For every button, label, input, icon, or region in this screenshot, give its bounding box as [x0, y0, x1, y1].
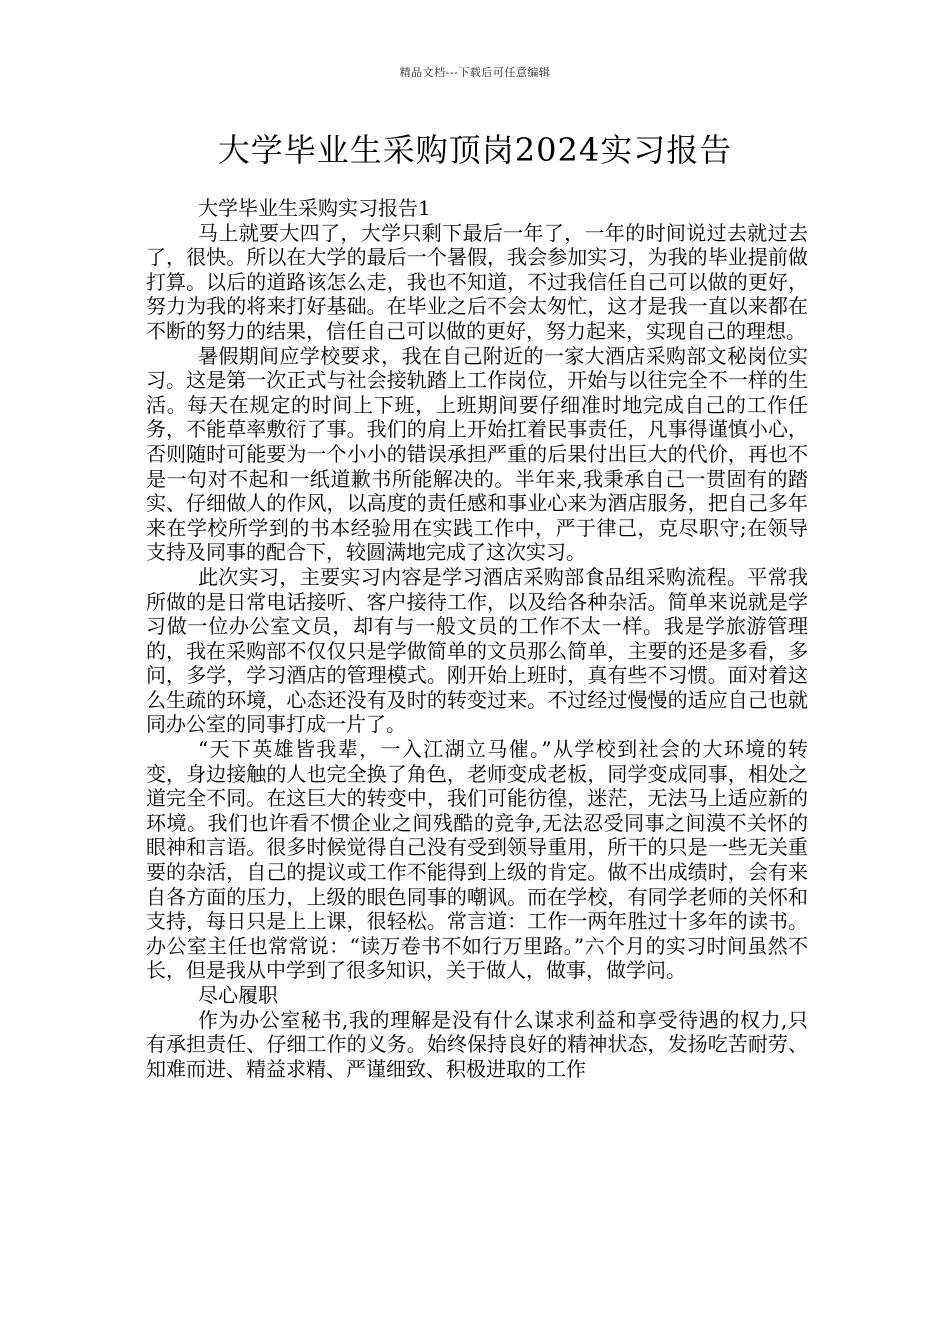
document-body [146, 196, 808, 1081]
paragraph: 作为办公室秘书,我的理解是没有什么谋求利益和享受待遇的权力,只有承担责任、仔细工作的义务。始终保持良好的精神状态，发扬吃苦耐劳、知难而进、精益求精、严谨细致、积极进取的工作 [146, 1007, 808, 1081]
section-heading: 尽心履职 [198, 983, 278, 1007]
report-subtitle: 大学毕业生采购实习报告1 [198, 196, 431, 220]
paragraph: 此次实习，主要实习内容是学习酒店采购部食品组采购流程。平常我所做的是日常电话接听、客户接待工作，以及给各种杂活。简单来说就是学习做一位办公室文员，却有与一般文员的工作不太一样。我是学旅游管理的，我在采购部不仅仅只是学做简单的文员那么简单，主要的还是多看，多问，多学，学习酒店的管理模式。刚开始上班时，真有些不习惯。面对着这么生疏的环境，心态还没有及时的转变过来。不过经过慢慢的适应自己也就同办公室的同事打成一片了。 [146, 564, 808, 737]
paragraph: 暑假期间应学校要求，我在自己附近的一家大酒店采购部文秘岗位实习。这是第一次正式与社会接轨踏上工作岗位，开始与以往完全不一样的生活。每天在规定的时间上下班，上班期间要仔细准时地完成自己的工作任务，不能草率敷衍了事。我们的肩上开始扛着民事责任，凡事得谨慎小心，否则随时可能要为一个小小的错误承担严重的后果付出巨大的代价，再也不是一句对不起和一纸道歉书所能解决的。半年来,我秉承自己一贯固有的踏实、仔细做人的作风，以高度的责任感和事业心来为酒店服务，把自己多年来在学校所学到的书本经验用在实践工作中，严于律己，克尽职守;在领导支持及同事的配合下，较圆满地完成了这次实习。 [146, 343, 808, 565]
paragraph: 马上就要大四了，大学只剩下最后一年了，一年的时间说过去就过去了，很快。所以在大学的最后一个暑假，我会参加实习，为我的毕业提前做打算。以后的道路该怎么走，我也不知道，不过我信任自己可以做的更好，努力为我的将来打好基础。在毕业之后不会太匆忙，这才是我一直以来都在不断的努力的结果，信任自己可以做的更好，努力起来，实现自己的理想。 [146, 220, 808, 343]
header-note: 精品文档---下载后可任意编辑 [399, 66, 551, 79]
document-title: 大学毕业生采购顶岗2024实习报告 [217, 131, 733, 169]
paragraph: “天下英雄皆我辈，一入江湖立马催。”从学校到社会的大环境的转变，身边接触的人也完全换了角色，老师变成老板，同学变成同事，相处之道完全不同。在这巨大的转变中，我们可能彷徨，迷茫，无法马上适应新的环境。我们也许看不惯企业之间残酷的竞争,无法忍受同事之间漠不关怀的眼神和言语。很多时候觉得自己没有受到领导重用，所干的只是一些无关重要的杂活，自己的提议或工作不能得到上级的肯定。做不出成绩时，会有来自各方面的压力，上级的眼色同事的嘲讽。而在学校，有同学老师的关怀和支持，每日只是上上课，很轻松。常言道：工作一两年胜过十多年的读书。办公室主任也常常说：“读万卷书不如行万里路。”六个月的实习时间虽然不长，但是我从中学到了很多知识，关于做人，做事，做学问。 [146, 737, 808, 983]
